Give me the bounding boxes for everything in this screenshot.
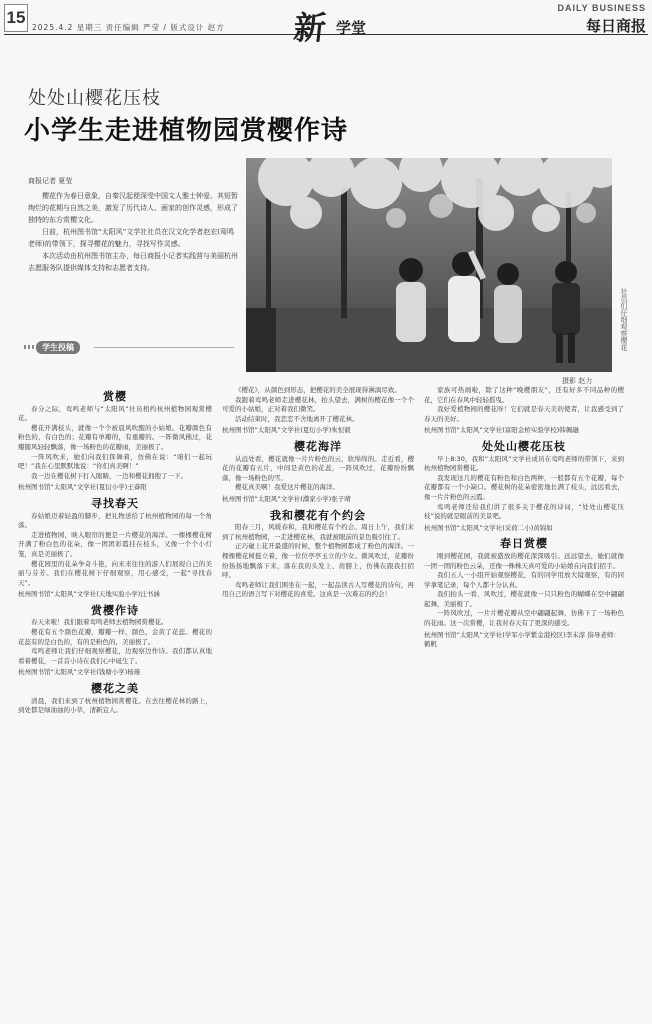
article-paragraph: 我们抬头一看，风吹过，樱花就像一只只粉色的蝴蝶在空中翩翩起舞，美丽极了。 — [424, 590, 624, 608]
article-paragraph: 家族可热闹啦，除了这种“晚樱朋友”，还有好多不同品种的樱花，它们在春风中轻轻摇曳。 — [424, 386, 624, 404]
intro-text — [28, 190, 238, 274]
article-paragraph: 鸾鸣老师让我们仔细观察樱花，边观察边作诗。我们都认真地看着樱花，一首首小诗在我们心中诞生了。 — [18, 647, 212, 665]
intro-paragraph: 樱花作为春日意象，自秦汉起便深受中国文人雅士钟爱。其短暂绚烂的花期与自然之美，激发了历代诗人、画家的创作灵感，形成了独特的东方赏樱文化。 — [28, 192, 238, 224]
article — [18, 496, 212, 600]
article — [222, 439, 414, 505]
article-author-credit: 杭州图书馆“太阳风”文学社(夏衍小学)王睿阳 — [18, 483, 147, 492]
article-paragraph: 樱花开满枝头，就像一个个被晨风吹醒的小姑娘。花瓣颜色有粉色的，有白色的；花瓣有单瓣的，有重瓣的。一阵微风拂过，花瓣随风轻轻飘落，像一场粉色的花瓣雨，美丽极了。 — [18, 423, 212, 451]
brand-cn: 每日商报 — [585, 17, 646, 35]
article — [424, 539, 624, 650]
badge-rule — [94, 347, 234, 348]
article-author-credit: 杭州图书馆“太阳风”文学社(天地实验小学)汪书涵 — [18, 590, 160, 599]
article-title: 小学生走进植物园赏樱作诗 — [24, 116, 349, 146]
masthead-small-text: 学堂 — [336, 19, 367, 37]
article-paragraph: 早上8:30，我和“太阳风”文学社成员在鸾鸣老师的带领下，来到杭州植物园赏樱花。 — [424, 454, 624, 473]
page-number: 15 — [4, 4, 28, 32]
column-3 — [424, 386, 624, 650]
article-paragraph: 我们五人一小组开始观察樱花，有的同学用放大镜观察，有的同学拿笔记录，每个人都十分认真。 — [424, 571, 624, 589]
badge-label: 学生投稿 — [36, 341, 80, 354]
photo-credit: 摄影 赵力 — [562, 377, 593, 385]
section-masthead — [291, 3, 382, 47]
masthead-big-char: 新 — [291, 9, 328, 47]
article — [222, 386, 414, 436]
article-author-credit: 杭州图书馆“太阳风”文学社(濮家小学)张子晴 — [222, 494, 351, 503]
issue-info: 2025.4.2 星期三 责任编辑 严莹 / 版式设计 赵方 — [32, 23, 225, 32]
article-paragraph: 我跟着鸾鸣老师走进樱花林，抬头望去，满树的樱花像一个个可爱的小姑娘，正对着我们微笑。 — [222, 395, 414, 414]
article-author-credit: 杭州图书馆“太阳风”文学社(夏衍小学)朱恒毅 — [222, 426, 351, 435]
article-paragraph: 春姑娘迈着轻盈的脚步，把礼物送给了杭州植物园的每一个角落。 — [18, 511, 212, 530]
cherry-blossom-photo — [246, 158, 612, 372]
article-paragraph: 一阵风吹过，一片片樱花瓣从空中翩翩起舞，仿佛下了一场粉色的花雨。这一次赏樱，让我对春天有了更深的感受。 — [424, 609, 624, 628]
article-author-credit: 杭州图书馆“太阳风”文学社(采荷二小)黄锦如 — [424, 523, 553, 532]
article-subtitle: 处处山樱花压枝 — [28, 88, 161, 109]
article-paragraph: 春分之际，鸾鸣老师与“太阳风”社员相约杭州植物园观赏樱花。 — [18, 404, 212, 423]
brand-en: DAILY BUSINESS — [557, 3, 646, 13]
intro-paragraph: 日前，杭州图书馆“太阳风”文学社社员在汉文化学者赵宏(鸾鸣老师)的带领下，探寻樱花的魅力，寻找写作灵感。 — [28, 228, 234, 248]
article-paragraph: 从远处看，樱花就像一片片粉色的云，软绵绵的。走近看，樱花的花瓣有五片，中间是黄色的花蕊，一阵风吹过，花瓣纷纷飘落，像一场粉色的雪。 — [222, 454, 414, 482]
article-paragraph: 刚到樱花园，我就被盛放的樱花深深吸引。远远望去，她们就像一团一团的粉色云朵，还像一株株天真可爱的小姑娘在向我们招手。 — [424, 551, 624, 570]
article — [424, 386, 624, 436]
article-paragraph: 清晨，我们来到了杭州植物园赏樱花。在去往樱花林的路上，到处都是绿油油的小草，清新宜人。 — [18, 696, 212, 715]
article-heading: 我和樱花有个约会 — [270, 508, 366, 522]
article-paragraph: 我发现这几的樱花有粉色和白色两种，一般都有五个花瓣，每个花瓣都有一个小缺口。樱花树的花朵密密地长满了枝头，远远看去，像一片片粉色的云霞。 — [424, 473, 624, 501]
article-heading: 寻找春天 — [91, 496, 139, 510]
article — [222, 508, 414, 600]
column-1 — [18, 386, 212, 716]
article-author-credit: 杭州图书馆“太阳风”文学社(富阳金桥实验学校)韩佩融 — [424, 426, 579, 435]
article — [18, 684, 212, 716]
article-paragraph: 我一边在樱花树下打入眼睛，一边和樱花拥抱了一下。 — [31, 471, 187, 480]
article-paragraph: 樱花园里的花朵争奇斗艳，向来来往往的游人们展现自己的美丽与芬芳。我们在樱花树下仔细观察，用心感受，一起“寻找春天”。 — [18, 559, 212, 587]
photo-side-caption: 社员们仔细观察樱花 — [620, 288, 628, 351]
article-heading: 春日赏樱 — [500, 537, 548, 551]
article-heading: 赏樱 — [103, 390, 127, 403]
article-author-credit: 杭州图书馆“太阳风”文学社(学军小学紫金港校区)李未淳 指导老师：鹤帆 — [424, 630, 620, 649]
article-paragraph: 鸾鸣老师让我们围坐在一起，一起品读古人写樱花的诗句，再用自己的语言写下对樱花的喜爱。这真是一次难忘的约会！ — [222, 580, 414, 599]
article-paragraph: 我好爱植物园的樱花呀！它们就是春天美的使者，让我感受到了春天的美好。 — [424, 405, 624, 423]
article — [18, 392, 212, 493]
article-paragraph: 樱花真美啊！我爱这片樱花的海洋。 — [235, 483, 339, 492]
article-heading: 樱花之美 — [91, 682, 139, 696]
section-badge — [24, 341, 234, 353]
article-heading: 赏樱作诗 — [91, 603, 139, 617]
reporter-byline: 商报记者 夏莹 — [28, 177, 73, 185]
article-paragraph: 阳春三月，风暖春和，我和樱花有个约会。周日上午，我们来到了杭州植物园，一走进樱花林，我就被眼前的景色吸引住了。 — [222, 523, 414, 541]
article-paragraph: 鸾鸣老师还给我们讲了很多关于樱花的诗词，“处处山樱花压枝”说的就是眼前的美景吧。 — [424, 502, 624, 521]
article-paragraph: 一阵风吹来，她们向我们挥舞着，仿佛在说：“咱们一起玩吧！”我在心里默默地说：“你们真美啊！” — [18, 452, 212, 471]
intro-paragraph: 本次活动由杭州图书馆主办，每日商报小记者实践营与美丽杭州志愿服务队提供媒体支持和志愿者支持。 — [28, 252, 238, 272]
article — [424, 439, 624, 533]
article-paragraph: 走进植物园，映入眼帘的便是一片樱花的海洋。一棵棵樱花树开满了粉白色的花朵，像一团团彩霞挂在枝头，又像一个个小灯笼，真是美丽极了。 — [18, 530, 212, 558]
article-author-credit: 杭州图书馆“太阳风”文学社(钱塘小学)杨瑾 — [18, 668, 141, 677]
article-paragraph: 春天来啦！我们跟着鸾鸣老师去植物园赏樱花。 — [31, 618, 168, 627]
article-heading: 处处山樱花压枝 — [482, 439, 566, 453]
article-paragraph: 樱花有五个颜色花瓣，瓣瓣一样，颜色，金黄了花蕊。樱花的花蕊有的是白色的，有的是粉色的，美丽极了。 — [18, 628, 212, 646]
column-2 — [222, 386, 414, 600]
article-paragraph: 《樱花》，从颜色到形态，把樱花的美全展现得淋漓尽致。 — [235, 386, 401, 394]
article-paragraph: 活动结束时，我恋恋不舍地离开了樱花林。 — [235, 414, 359, 423]
article-heading: 樱花海洋 — [294, 439, 342, 453]
article-paragraph: 正巧碰上花开最盛的时候，整个植物园都成了粉色的海洋。一棵棵樱花树挺立着，像一位位亭亭玉立的少女。微风吹过，花瓣纷纷扬扬地飘落下来，落在我的头发上、肩膀上，仿佛在跟我打招呼。 — [222, 542, 414, 580]
article — [18, 603, 212, 678]
badge-dots — [24, 345, 36, 349]
